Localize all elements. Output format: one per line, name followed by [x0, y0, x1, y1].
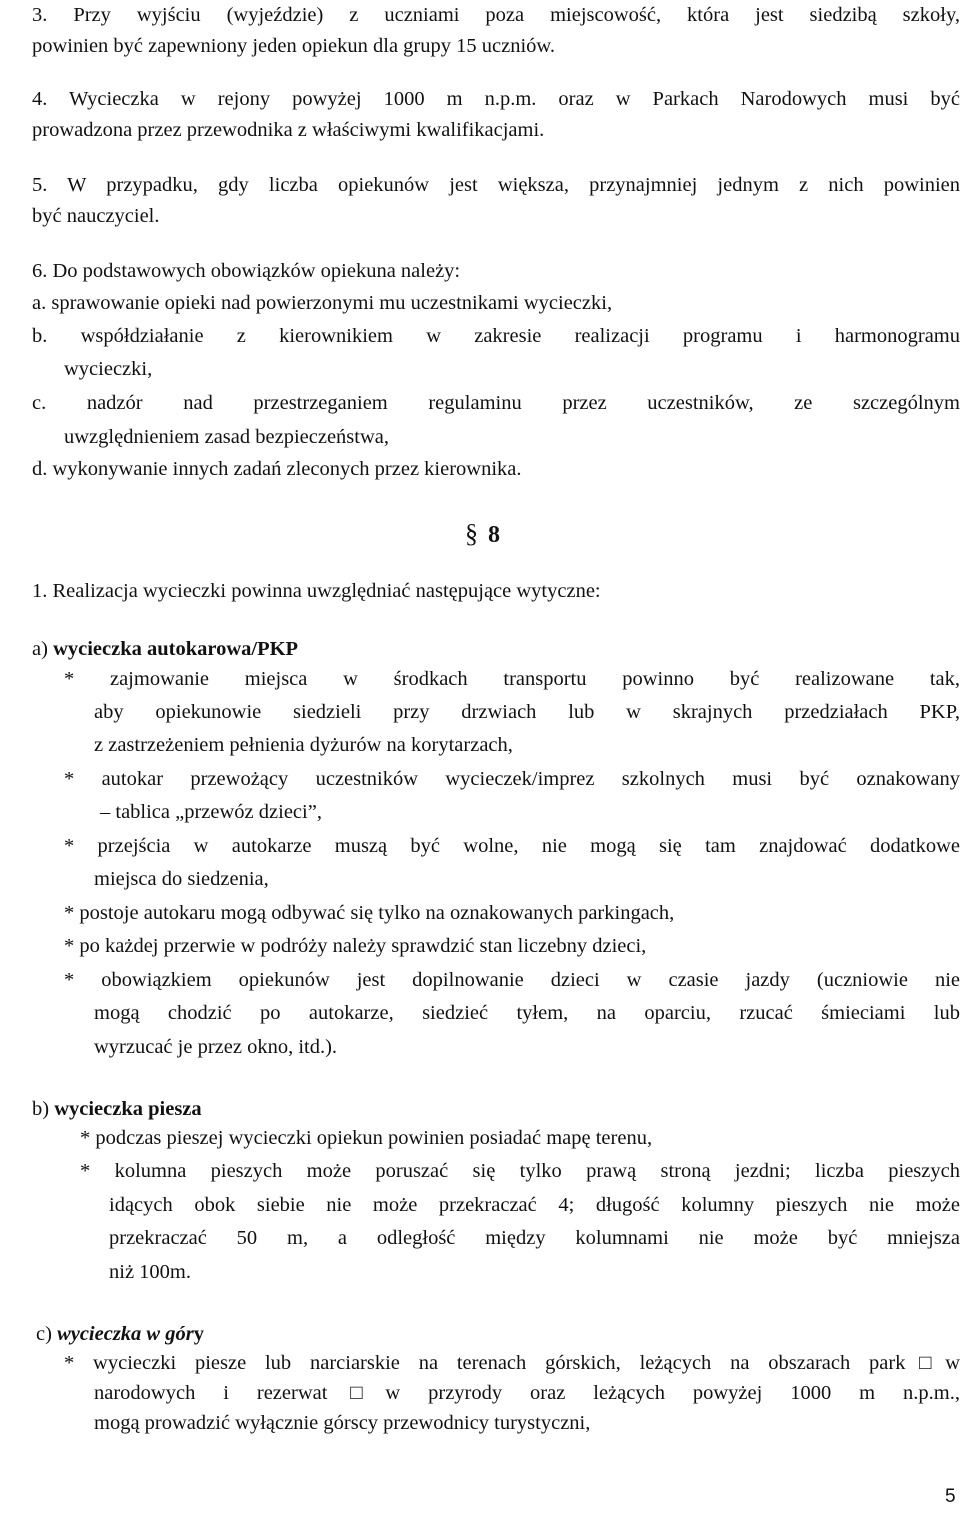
item-5-line-2: być nauczyciel. [32, 205, 160, 227]
duty-d: d. wykonywanie innych zadań zleconych przez kierownika. [32, 458, 522, 480]
bus-trip-label [32, 636, 298, 662]
mountain-rule-1-line-2: narodowych i rezerwat□w przyrody oraz leżących powyżej 1000 m n.p.m., [94, 1382, 960, 1404]
bus-rule-2-line-2: – tablica „przewóz dzieci”, [100, 801, 322, 823]
walking-trip-title: wycieczka piesza [54, 1098, 202, 1120]
item-5-line-1: 5. W przypadku, gdy liczba opiekunów jest większa, przynajmniej jednym z nich powinien [32, 174, 960, 196]
bus-rule-6-line-3: wyrzucać je przez okno, itd.). [94, 1036, 338, 1058]
page-number: 5 [945, 1486, 956, 1507]
bus-rule-5: * po każdej przerwie w podróży należy sprawdzić stan liczebny dzieci, [64, 935, 647, 957]
bus-rule-1-line-1: * zajmowanie miejsca w środkach transportu powinno być realizowane tak, [64, 668, 960, 690]
mountain-trip-title-end: y [193, 1323, 204, 1345]
mountain-trip-prefix: c) [36, 1323, 58, 1345]
duty-a: a. sprawowanie opieki nad powierzonymi mu uczestnikami wycieczki, [32, 292, 613, 314]
mountain-rule-1-line-3: mogą prowadzić wyłącznie górscy przewodnicy turystyczni, [94, 1412, 591, 1434]
duties-heading: 6. Do podstawowych obowiązków opiekuna należy: [32, 260, 461, 282]
bus-trip-title: wycieczka autokarowa/PKP [53, 638, 299, 660]
walk-rule-2-line-2: idących obok siebie nie może przekraczać 4; długość kolumny pieszych nie może [109, 1194, 960, 1216]
mountain-trip-title: wycieczka w gór [57, 1323, 194, 1345]
duty-b-line-1: b. współdziałanie z kierownikiem w zakresie realizacji programu i harmonogramu [32, 325, 960, 347]
mountain-trip-label [36, 1321, 204, 1347]
walk-rule-1: * podczas pieszej wycieczki opiekun powinien posiadać mapę terenu, [80, 1127, 653, 1149]
walk-rule-2-line-3: przekraczać 50 m, a odległość między kolumnami nie może być mniejsza [109, 1227, 960, 1249]
section-heading [465, 519, 500, 550]
walking-trip-label [32, 1096, 202, 1122]
bus-rule-3-line-2: miejsca do siedzenia, [94, 868, 269, 890]
section-number: 8 [488, 522, 500, 548]
bus-rule-4: * postoje autokaru mogą odbywać się tylko na oznakowanych parkingach, [64, 902, 675, 924]
duty-c-line-2: uwzględnieniem zasad bezpieczeństwa, [64, 426, 389, 448]
item-3-line-1: 3. Przy wyjściu (wyjeździe) z uczniami poza miejscowość, która jest siedzibą szkoły, [32, 4, 960, 26]
walk-rule-2-line-1: * kolumna pieszych może poruszać się tylko prawą stroną jezdni; liczba pieszych [80, 1160, 960, 1182]
duty-c-line-1: c. nadzór nad przestrzeganiem regulaminu przez uczestników, ze szczególnym [32, 392, 960, 414]
duty-b-line-2: wycieczki, [64, 358, 153, 380]
guidelines-intro: 1. Realizacja wycieczki powinna uwzględniać następujące wytyczne: [32, 580, 601, 602]
bus-rule-1-line-2: aby opiekunowie siedzieli przy drzwiach lub w skrajnych przedziałach PKP, [94, 701, 960, 723]
bus-rule-6-line-1: * obowiązkiem opiekunów jest dopilnowanie dzieci w czasie jazdy (uczniowie nie [64, 969, 960, 991]
item-4-line-1: 4. Wycieczka w rejony powyżej 1000 m n.p.m. oraz w Parkach Narodowych musi być [32, 88, 960, 110]
bus-rule-2-line-1: * autokar przewożący uczestników wycieczek/imprez szkolnych musi być oznakowany [64, 768, 960, 790]
section-symbol: § [465, 519, 478, 548]
bus-rule-3-line-1: * przejścia w autokarze muszą być wolne, nie mogą się tam znajdować dodatkowe [64, 835, 960, 857]
mountain-rule-1-line-1: * wycieczki piesze lub narciarskie na terenach górskich, leżących na obszarach park□w [64, 1352, 960, 1374]
walk-rule-2-line-4: niż 100m. [109, 1261, 191, 1283]
bus-trip-prefix: a) [32, 638, 54, 660]
walking-trip-prefix: b) [32, 1098, 55, 1120]
item-3-line-2: powinien być zapewniony jeden opiekun dla grupy 15 uczniów. [32, 35, 555, 57]
bus-rule-6-line-2: mogą chodzić po autokarze, siedzieć tyłem, na oparciu, rzucać śmieciami lub [94, 1002, 960, 1024]
item-4-line-2: prowadzona przez przewodnika z właściwymi kwalifikacjami. [32, 119, 545, 141]
bus-rule-1-line-3: z zastrzeżeniem pełnienia dyżurów na korytarzach, [94, 734, 513, 756]
